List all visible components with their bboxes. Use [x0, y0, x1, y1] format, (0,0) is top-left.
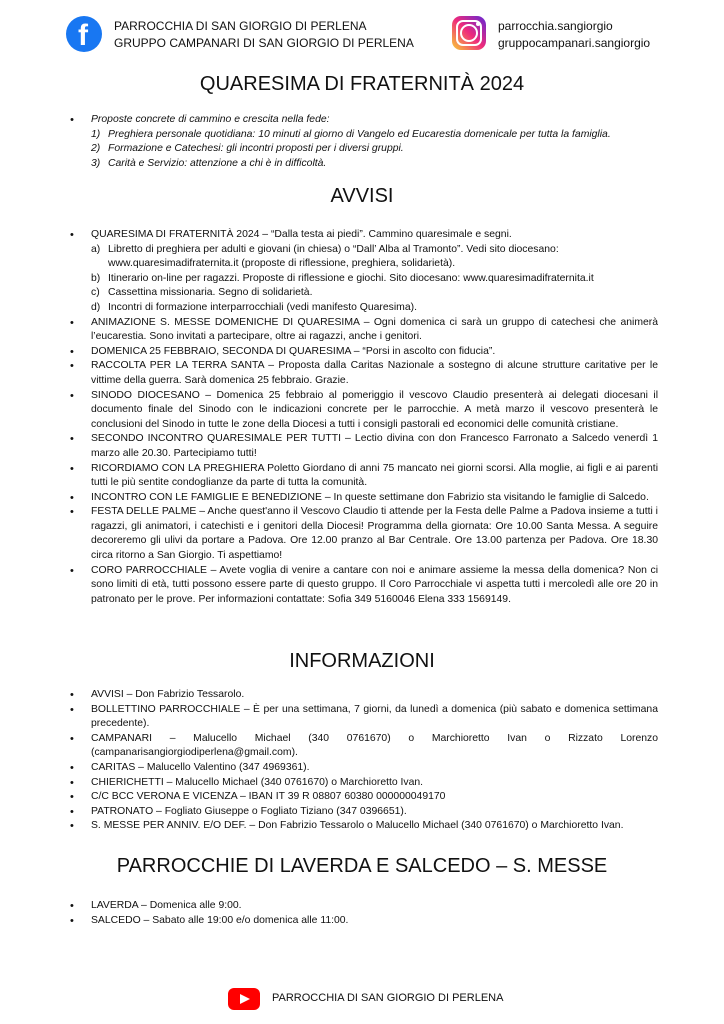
list-item: • C/C BCC VERONA E VICENZA – IBAN IT 39 R 08807 60380 000000049170 [70, 790, 658, 805]
list-item: • RACCOLTA PER LA TERRA SANTA – Proposta dalla Caritas Nazionale a sostegno di alcune strutture caritative per le vittime della guerra. Sarà domenica 25 febbraio. Grazie. [70, 359, 658, 388]
instagram-handle-bellringers[interactable]: gruppocampanari.sangiorgio [498, 36, 651, 50]
list-item: • CAMPANARI – Malucello Michael (340 0761670) o Marchioretto Ivan o Rizzato Lorenzo (campanarisangiorgiodiperlena@gmail.com). [70, 732, 658, 761]
sub-item: b) Itinerario on-line per ragazzi. Proposte di riflessione e giochi. Sito diocesano: www.quaresimadifraternita.it [91, 272, 594, 284]
list-item: • SINODO DIOCESANO – Domenica 25 febbraio al pomeriggio il vescovo Claudio presenterà ai delegati diocesani il documento finale del Sinodo con le indicazioni concrete per le parrocchie. A metà marzo il vescovo presenterà le conclusioni del Sinodo in tutte le zone della Diocesi a tutti i consigli pastorali ed economici delle comunità cristiane. [70, 389, 658, 433]
sub-item: c) Cassettina missionaria. Segno di solidarietà. [91, 287, 313, 299]
header-group-name: GRUPPO CAMPANARI DI SAN GIORGIO DI PERLENA [114, 36, 414, 50]
intro-item: 2) Formazione e Catechesi: gli incontri proposti per i diversi gruppi. [91, 143, 404, 155]
avvisi-list [70, 228, 658, 607]
list-item: • BOLLETTINO PARROCCHIALE – È per una settimana, 7 giorni, da lunedì a domenica (più sabato e domenica settimana precedente). [70, 703, 658, 732]
header-instagram-handles [498, 18, 650, 52]
list-item: • INCONTRO CON LE FAMIGLIE E BENEDIZIONE – In queste settimane don Fabrizio sta visitando le famiglie di Salcedo. [70, 491, 658, 506]
list-item: • SECONDO INCONTRO QUARESIMALE PER TUTTI – Lectio divina con don Francesco Farronato a Salcedo venerdì 1 marzo alle 20.30. Partecipiamo tutti! [70, 432, 658, 461]
intro-item: 3) Carità e Servizio: attenzione a chi è in difficoltà. [91, 157, 327, 169]
list-item: • CARITAS – Malucello Valentino (347 4969361). [70, 761, 658, 776]
list-item: • DOMENICA 25 FEBBRAIO, SECONDA DI QUARESIMA – “Porsi in ascolto con fiducia”. [70, 345, 658, 360]
sub-item: d) Incontri di formazione interparrocchiali (vedi manifesto Quaresima). [91, 301, 417, 313]
page-footer [228, 988, 528, 1012]
intro-section [70, 113, 658, 171]
list-item: • AVVISI – Don Fabrizio Tessarolo. [70, 688, 658, 703]
page-header [66, 14, 666, 58]
title-quaresima: QUARESIMA DI FRATERNITÀ 2024 [199, 73, 525, 95]
facebook-icon[interactable]: f [66, 16, 102, 52]
list-item: • RICORDIAMO CON LA PREGHIERA Poletto Giordano di anni 75 mancato nei giorni scorsi. Alla moglie, ai figli e ai parenti tutti le più sentite condoglianze da parte di tutta la comunità. [70, 462, 658, 491]
header-parish-names [114, 18, 414, 52]
list-item: • LAVERDA – Domenica alle 9:00. [70, 899, 658, 914]
list-item: • S. MESSE PER ANNIV. E/O DEF. – Don Fabrizio Tessarolo o Malucello Michael (340 0761670) o Marchioretto Ivan. [70, 819, 658, 834]
list-item: • QUARESIMA DI FRATERNITÀ 2024 – “Dalla testa ai piedi”. Cammino quaresimale e segni. [70, 228, 658, 243]
header-parish-name: PARROCCHIA DI SAN GIORGIO DI PERLENA [114, 19, 367, 33]
instagram-icon[interactable] [452, 16, 486, 50]
list-item: • PATRONATO – Fogliato Giuseppe o Fogliato Tiziano (347 0396651). [70, 805, 658, 820]
info-list [70, 688, 658, 834]
title-avvisi: AVVISI [330, 185, 394, 207]
sub-item: a) Libretto di preghiera per adulti e giovani (in chiesa) o “Dall’ Alba al Tramonto”. Vedi sito diocesano: www.quaresimadifraternita.it (proposte di riflessione, preghiera, solidarietà). [91, 243, 559, 270]
messe-list [70, 899, 658, 928]
youtube-icon[interactable] [228, 988, 260, 1010]
list-item: • FESTA DELLE PALME – Anche quest'anno il Vescovo Claudio ti attende per la Festa delle Palme a Padova insieme a tutti i ragazzi, gli animatori, i catechisti e i genitori della Diocesi! Programma della giornata: Ore 10.00 Santa Messa. A seguire decoreremo gli ulivi da portare a Padova. Ore 12.00 pranzo al Bar Centrale. Ore 13.00 partenza per Padova. Ore 18.30 circa ritorno a San Giorgio. Ti aspettiamo! [70, 505, 658, 563]
list-item: • SALCEDO – Sabato alle 19:00 e/o domenica alle 11:00. [70, 914, 658, 929]
list-item: • CORO PARROCCHIALE – Avete voglia di venire a cantare con noi e animare assieme la messa della domenica? Non ci sono limiti di età, tutti possono essere parte di questo gruppo. Il Coro Parrocchiale vi aspetta tutti i mercoledì alle ore 20 in patronato per le prove. Per informazioni contattate: Sofia 349 5160046 Elena 333 1569149. [70, 564, 658, 608]
instagram-handle-parish[interactable]: parrocchia.sangiorgio [498, 19, 613, 33]
list-item: • ANIMAZIONE S. MESSE DOMENICHE DI QUARESIMA – Ogni domenica ci sarà un gruppo di catechesi che animerà l’eucarestia. Sono invitati a partecipare, oltre ai ragazzi, anche i genitori. [70, 316, 658, 345]
list-item: • CHIERICHETTI – Malucello Michael (340 0761670) o Marchioretto Ivan. [70, 776, 658, 791]
title-informazioni: INFORMAZIONI [289, 650, 435, 672]
title-messe: PARROCCHIE DI LAVERDA E SALCEDO – S. MESSE [116, 855, 608, 877]
intro-item: 1) Preghiera personale quotidiana: 10 minuti al giorno di Vangelo ed Eucarestia domenicale per tutta la famiglia. [91, 128, 611, 140]
footer-channel-name[interactable]: PARROCCHIA DI SAN GIORGIO DI PERLENA [272, 992, 504, 1004]
intro-lead: • Proposte concrete di cammino e crescita nella fede: [70, 113, 658, 128]
